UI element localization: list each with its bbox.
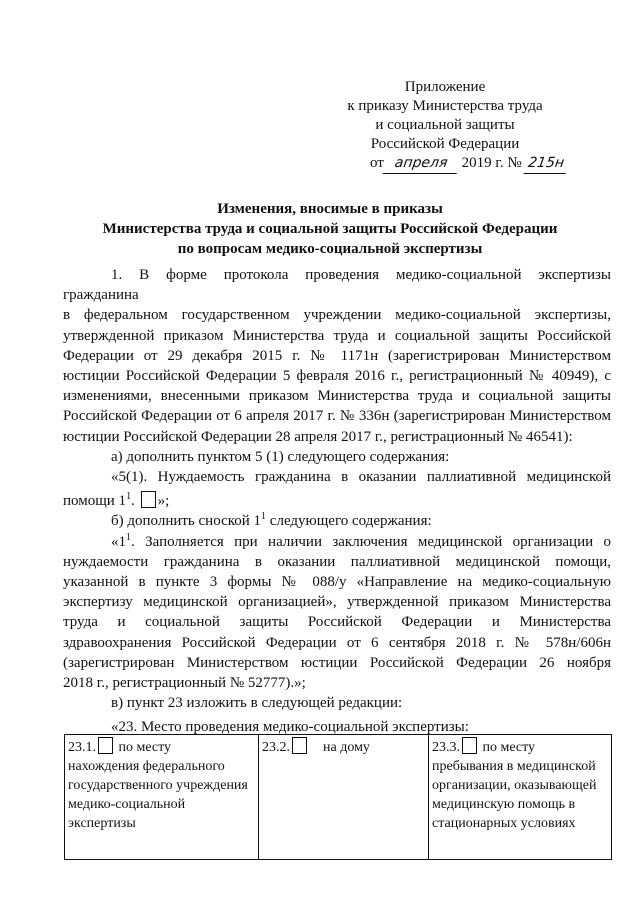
p5-line-3: указанной в пункте 3 формы № 088/у «Направление на медико-социальную <box>63 574 611 591</box>
appendix-header <box>340 78 566 174</box>
paragraph-6: в) пункт 23 изложить в следующей редакции: <box>111 695 403 712</box>
p5-open: «1 <box>111 533 126 550</box>
document-body <box>63 265 611 738</box>
table-cell-23-2 <box>259 735 429 860</box>
p1-line-4: Федерации от 29 декабря 2015 г. № 1171н (зарегистрирован Министерством <box>63 347 611 364</box>
appendix-line-4: Российской Федерации <box>370 136 520 152</box>
cell-text-first: по месту <box>479 740 536 755</box>
p5-line-1 <box>63 532 611 552</box>
cell-text: нахождения федерального государственного учреждения медико-социальной экспертизы <box>68 759 248 831</box>
cell-text-first: по месту <box>115 740 172 755</box>
paragraph-7: «23. Место проведения медико-социальной экспертизы: <box>111 719 469 736</box>
p1-line-1: 1. В форме протокола проведения медико-социальной экспертизы гражданина <box>63 267 611 304</box>
title-line-2: Министерства труда и социальной защиты Российской Федерации <box>102 221 558 237</box>
appendix-date-line <box>370 154 566 174</box>
paragraph-4 <box>63 511 611 531</box>
p4-text-end: следующего содержания: <box>266 513 432 530</box>
p4-text: б) дополнить сноской 1 <box>111 513 262 530</box>
p5-line-7: (зарегистрирован Министерством юстиции Российской Федерации 26 ноября <box>63 654 611 671</box>
paragraph-3 <box>63 467 611 511</box>
appendix-line-2: к приказу Министерства труда <box>347 98 543 114</box>
p5-line-8: 2018 г., регистрационный № 52777).»; <box>63 675 306 692</box>
table-cell-23-3 <box>429 735 612 860</box>
footnote-mark: 1 <box>126 531 131 543</box>
cell-text: на дому <box>319 740 370 755</box>
p3-dot: . <box>131 493 139 510</box>
p1-line-6: изменениями, внесенными приказом Министерства труда и социальной защиты <box>63 388 611 405</box>
p1-line-3: утвержденной приказом Министерства труда и социальной защиты Российской <box>63 327 611 344</box>
p3-text: помощи 1 <box>63 493 127 510</box>
handwritten-order-number: 215н <box>524 154 569 174</box>
cell-text: пребывания в медицинской организации, оказывающей медицинскую помощь в стационарных условиях <box>432 759 597 831</box>
paragraph-1 <box>63 265 611 447</box>
p5-line-6: здравоохранения Российской Федерации от 6 сентября 2018 г. № 578н/606н <box>63 634 611 651</box>
p1-line-2: в федеральном государственном учреждении медико-социальной экспертизы, <box>63 307 611 324</box>
checkbox-empty <box>141 491 156 508</box>
checkbox-empty <box>98 737 113 754</box>
p1-line-7: Российской Федерации от 6 апреля 2017 г. № 336н (зарегистрирован Министерством <box>63 408 611 425</box>
p3-line-1: «5(1). Нуждаемость гражданина в оказании паллиативной медицинской <box>111 469 611 486</box>
p5-line-5: труда и социальной защиты Российской Федерации и Министерства <box>63 614 611 631</box>
cell-number: 23.3. <box>432 740 460 755</box>
footnote-mark: 1 <box>126 491 132 503</box>
cell-number: 23.2. <box>262 740 290 755</box>
document-title <box>60 199 600 259</box>
appendix-line-1: Приложение <box>404 79 486 95</box>
table-row <box>65 735 612 860</box>
table-cell-23-1 <box>65 735 259 860</box>
date-year: 2019 г. № <box>461 155 522 171</box>
cell-number: 23.1. <box>68 740 96 755</box>
p5-line-2: нуждаемости гражданина в оказании паллиативной медицинской помощи, <box>63 553 611 570</box>
appendix-line-3: и социальной защиты <box>375 117 515 133</box>
handwritten-month: апреля <box>382 154 459 174</box>
p1-line-5: юстиции Российской Федерации 5 февраля 2016 г., регистрационный № 40949), с <box>63 368 611 385</box>
date-prefix: от <box>370 155 384 171</box>
paragraph-5 <box>63 532 611 694</box>
p3-end: »; <box>157 493 170 510</box>
footnote-mark: 1 <box>261 511 267 523</box>
p1-line-8: юстиции Российской Федерации 28 апреля 2017 г., регистрационный № 46541): <box>63 428 573 445</box>
title-line-3: по вопросам медико-социальной экспертизы <box>177 241 483 257</box>
p3-line-2 <box>63 491 611 511</box>
p5-line-4: экспертизу медицинской организацией», утвержденной приказом Министерства <box>63 594 611 611</box>
checkbox-empty <box>292 737 307 754</box>
paragraph-2: а) дополнить пунктом 5 (1) следующего содержания: <box>111 448 450 465</box>
checkbox-empty <box>462 737 477 754</box>
p5-text: . Заполняется при наличии заключения медицинской организации о <box>131 533 611 550</box>
title-line-1: Изменения, вносимые в приказы <box>217 201 443 217</box>
place-of-examination-table <box>64 734 612 860</box>
